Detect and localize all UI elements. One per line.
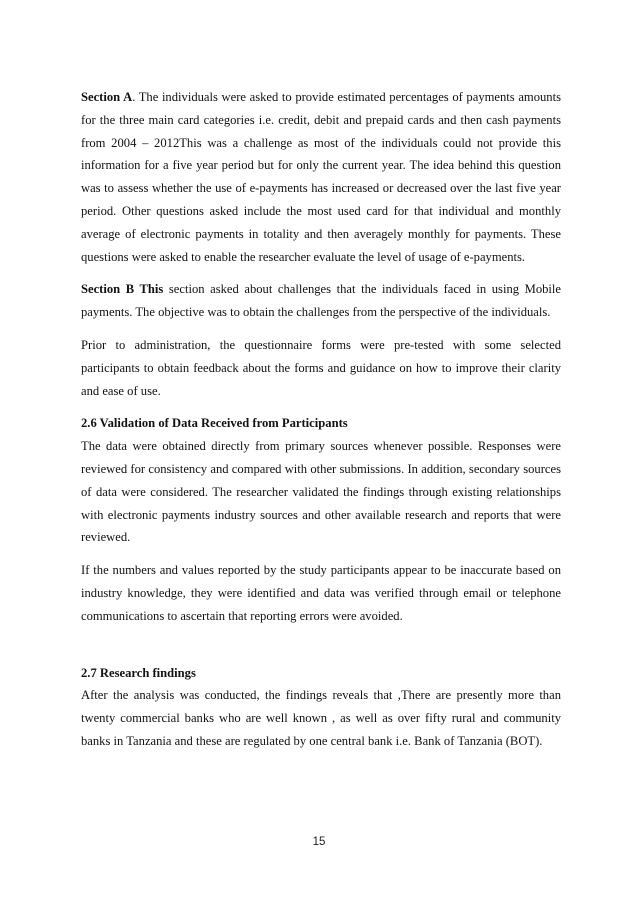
section-b-text: section asked about challenges that the individuals faced in using Mobile payments. The objective was to obtain the challenges from the perspective of the individuals. [81, 282, 561, 320]
section-a-text: . The individuals were asked to provide estimated percentages of payments amounts for the three main card categories i.e. credit, debit and prepaid cards and then cash payments from 2004 – 2012This was a challenge as most of the individuals could not provide this information for a five year period but for only the current year. The idea behind this question was to assess whether the use of e-payments has increased or decreased over the last five year period. Other questions asked include the most used card for that individual and monthly average of electronic payments in totality and then averagely monthly for payments. These questions were asked to enable the researcher evaluate the level of usage of e-payments. [81, 90, 561, 264]
section-b-paragraph [81, 278, 561, 324]
page-body [81, 86, 561, 753]
section-a-label: Section A [81, 90, 133, 104]
pretest-paragraph: Prior to administration, the questionnaire forms were pre-tested with some selected participants to obtain feedback about the forms and guidance on how to improve their clarity and ease of use. [81, 337, 561, 398]
section-b-label: Section B This [81, 282, 164, 297]
page-number: 15 [312, 836, 326, 848]
section-a-paragraph [81, 86, 561, 268]
findings-paragraph: After the analysis was conducted, the findings reveals that ,There are presently more than twenty commercial banks who are well known , as well as over fifty rural and community banks in Tanzania and these are regulated by one central bank i.e. Bank of Tanzania (BOT). [81, 688, 561, 748]
validation-paragraph-1: The data were obtained directly from primary sources whenever possible. Responses were reviewed for consistency and compared with other submissions. In addition, secondary sources of data were considered. The researcher validated the findings through existing relationships with electronic payments industry sources and other available research and reports that were reviewed. [81, 439, 561, 545]
section-heading-2-6: 2.6 Validation of Data Received from Participants [81, 416, 348, 431]
section-heading-2-7: 2.7 Research findings [81, 665, 196, 680]
validation-paragraph-2: If the numbers and values reported by the study participants appear to be inaccurate based on industry knowledge, they were identified and data was verified through email or telephone communications to ascertain that reporting errors were avoided. [81, 563, 561, 623]
